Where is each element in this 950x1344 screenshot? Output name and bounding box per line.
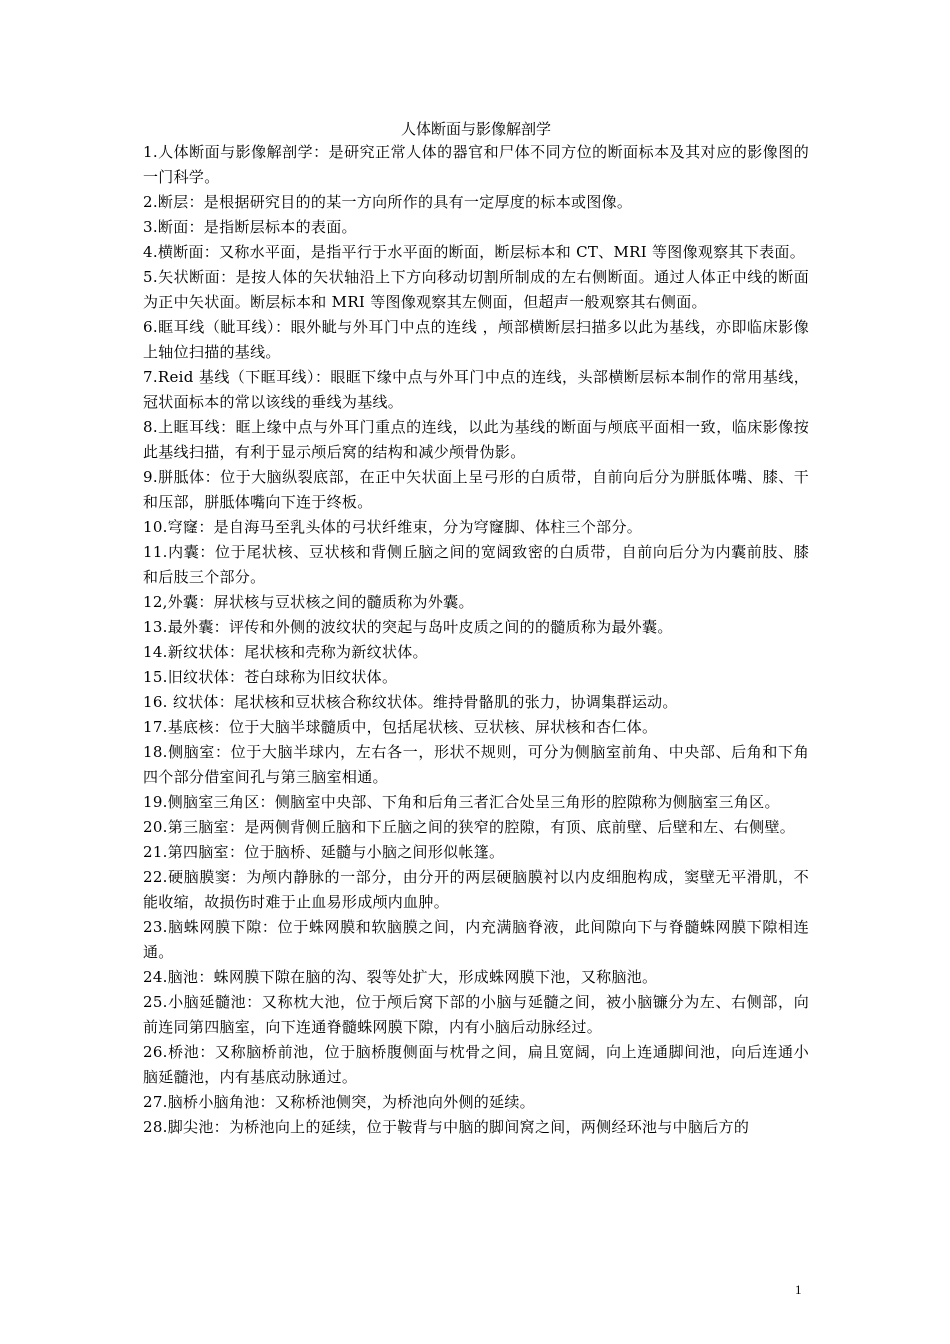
entry-24: 24.脑池：蛛网膜下隙在脑的沟、裂等处扩大，形成蛛网膜下池，又称脑池。: [143, 968, 658, 986]
entry-28: 28.脚尖池：为桥池向上的延续，位于鞍背与中脑的脚间窝之间，两侧经环池与中脑后方的: [143, 1118, 750, 1136]
entry-11: 11.内囊：位于尾状核、豆状核和背侧丘脑之间的宽阔致密的白质带，自前向后分为内囊前肢、膝和后肢三个部分。: [143, 543, 809, 586]
entry-13: 13.最外囊：评传和外侧的波纹状的突起与岛叶皮质之间的的髓质称为最外囊。: [143, 618, 673, 636]
entry-17: 17.基底核：位于大脑半球髓质中，包括尾状核、豆状核、屏状核和杏仁体。: [143, 718, 658, 736]
document-body: [143, 118, 809, 1140]
entry-14: 14.新纹状体：尾状核和壳称为新纹状体。: [143, 643, 428, 661]
entry-1: 1.人体断面与影像解剖学：是研究正常人体的器官和尸体不同方位的断面标本及其对应的影像图的一门科学。: [143, 143, 809, 186]
page-number: 1: [795, 1282, 802, 1297]
entry-3: 3.断面：是指断层标本的表面。: [143, 218, 357, 236]
entry-10: 10.穹窿：是自海马至乳头体的弓状纤维束，分为穹窿脚、体柱三个部分。: [143, 518, 643, 536]
entry-list: [143, 140, 809, 1140]
entry-9: 9.胼胝体：位于大脑纵裂底部，在正中矢状面上呈弓形的白质带，自前向后分为胼胝体嘴、膝、干和压部，胼胝体嘴向下连于终板。: [143, 468, 809, 511]
entry-5: 5.矢状断面：是按人体的矢状轴沿上下方向移动切割所制成的左右侧断面。通过人体正中线的断面为正中矢状面。断层标本和 MRI 等图像观察其左侧面，但超声一般观察其右侧面。: [143, 268, 809, 311]
entry-20: 20.第三脑室：是两侧背侧丘脑和下丘脑之间的狭窄的腔隙，有顶、底前壁、后壁和左、右侧壁。: [143, 818, 796, 836]
entry-6: 6.眶耳线（眦耳线）：眼外眦与外耳门中点的连线 ，颅部横断层扫描多以此为基线，亦即临床影像上轴位扫描的基线。: [143, 318, 809, 361]
entry-26: 26.桥池：又称脑桥前池，位于脑桥腹侧面与枕骨之间，扁且宽阔，向上连通脚间池，向后连通小脑延髓池，内有基底动脉通过。: [143, 1043, 809, 1086]
entry-25: 25.小脑延髓池：又称枕大池，位于颅后窝下部的小脑与延髓之间，被小脑镰分为左、右侧部，向前连同第四脑室，向下连通脊髓蛛网膜下隙，内有小脑后动脉经过。: [143, 993, 809, 1036]
entry-12: 12,外囊：屏状核与豆状核之间的髓质称为外囊。: [143, 593, 474, 611]
entry-27: 27.脑桥小脑角池：又称桥池侧突，为桥池向外侧的延续。: [143, 1093, 535, 1111]
entry-23: 23.脑蛛网膜下隙：位于蛛网膜和软脑膜之间，内充满脑脊液，此间隙向下与脊髓蛛网膜下隙相连通。: [143, 918, 809, 961]
entry-2: 2.断层：是根据研究目的的某一方向所作的具有一定厚度的标本或图像。: [143, 193, 633, 211]
entry-15: 15.旧纹状体：苍白球称为旧纹状体。: [143, 668, 398, 686]
document-title: 人体断面与影像解剖学: [400, 120, 551, 138]
entry-19: 19.侧脑室三角区：侧脑室中央部、下角和后角三者汇合处呈三角形的腔隙称为侧脑室三角区。: [143, 793, 780, 811]
entry-7: 7.Reid 基线（下眶耳线）：眼眶下缘中点与外耳门中点的连线，头部横断层标本制作的常用基线，冠状面标本的常以该线的垂线为基线。: [143, 368, 809, 411]
entry-18: 18.侧脑室：位于大脑半球内，左右各一，形状不规则，可分为侧脑室前角、中央部、后角和下角四个部分借室间孔与第三脑室相通。: [143, 743, 809, 786]
entry-21: 21.第四脑室：位于脑桥、延髓与小脑之间形似帐篷。: [143, 843, 505, 861]
entry-4: 4.横断面：又称水平面，是指平行于水平面的断面，断层标本和 CT、MRI 等图像观察其下表面。: [143, 243, 806, 261]
entry-22: 22.硬脑膜窦：为颅内静脉的一部分，由分开的两层硬脑膜衬以内皮细胞构成，窦壁无平滑肌，不能收缩，故损伤时难于止血易形成颅内血肿。: [143, 868, 809, 911]
entry-16: 16. 纹状体：尾状核和豆状核合称纹状体。维持骨骼肌的张力，协调集群运动。: [143, 693, 678, 711]
entry-8: 8.上眶耳线：眶上缘中点与外耳门重点的连线，以此为基线的断面与颅底平面相一致，临床影像按此基线扫描，有利于显示颅后窝的结构和减少颅骨伪影。: [143, 418, 809, 461]
